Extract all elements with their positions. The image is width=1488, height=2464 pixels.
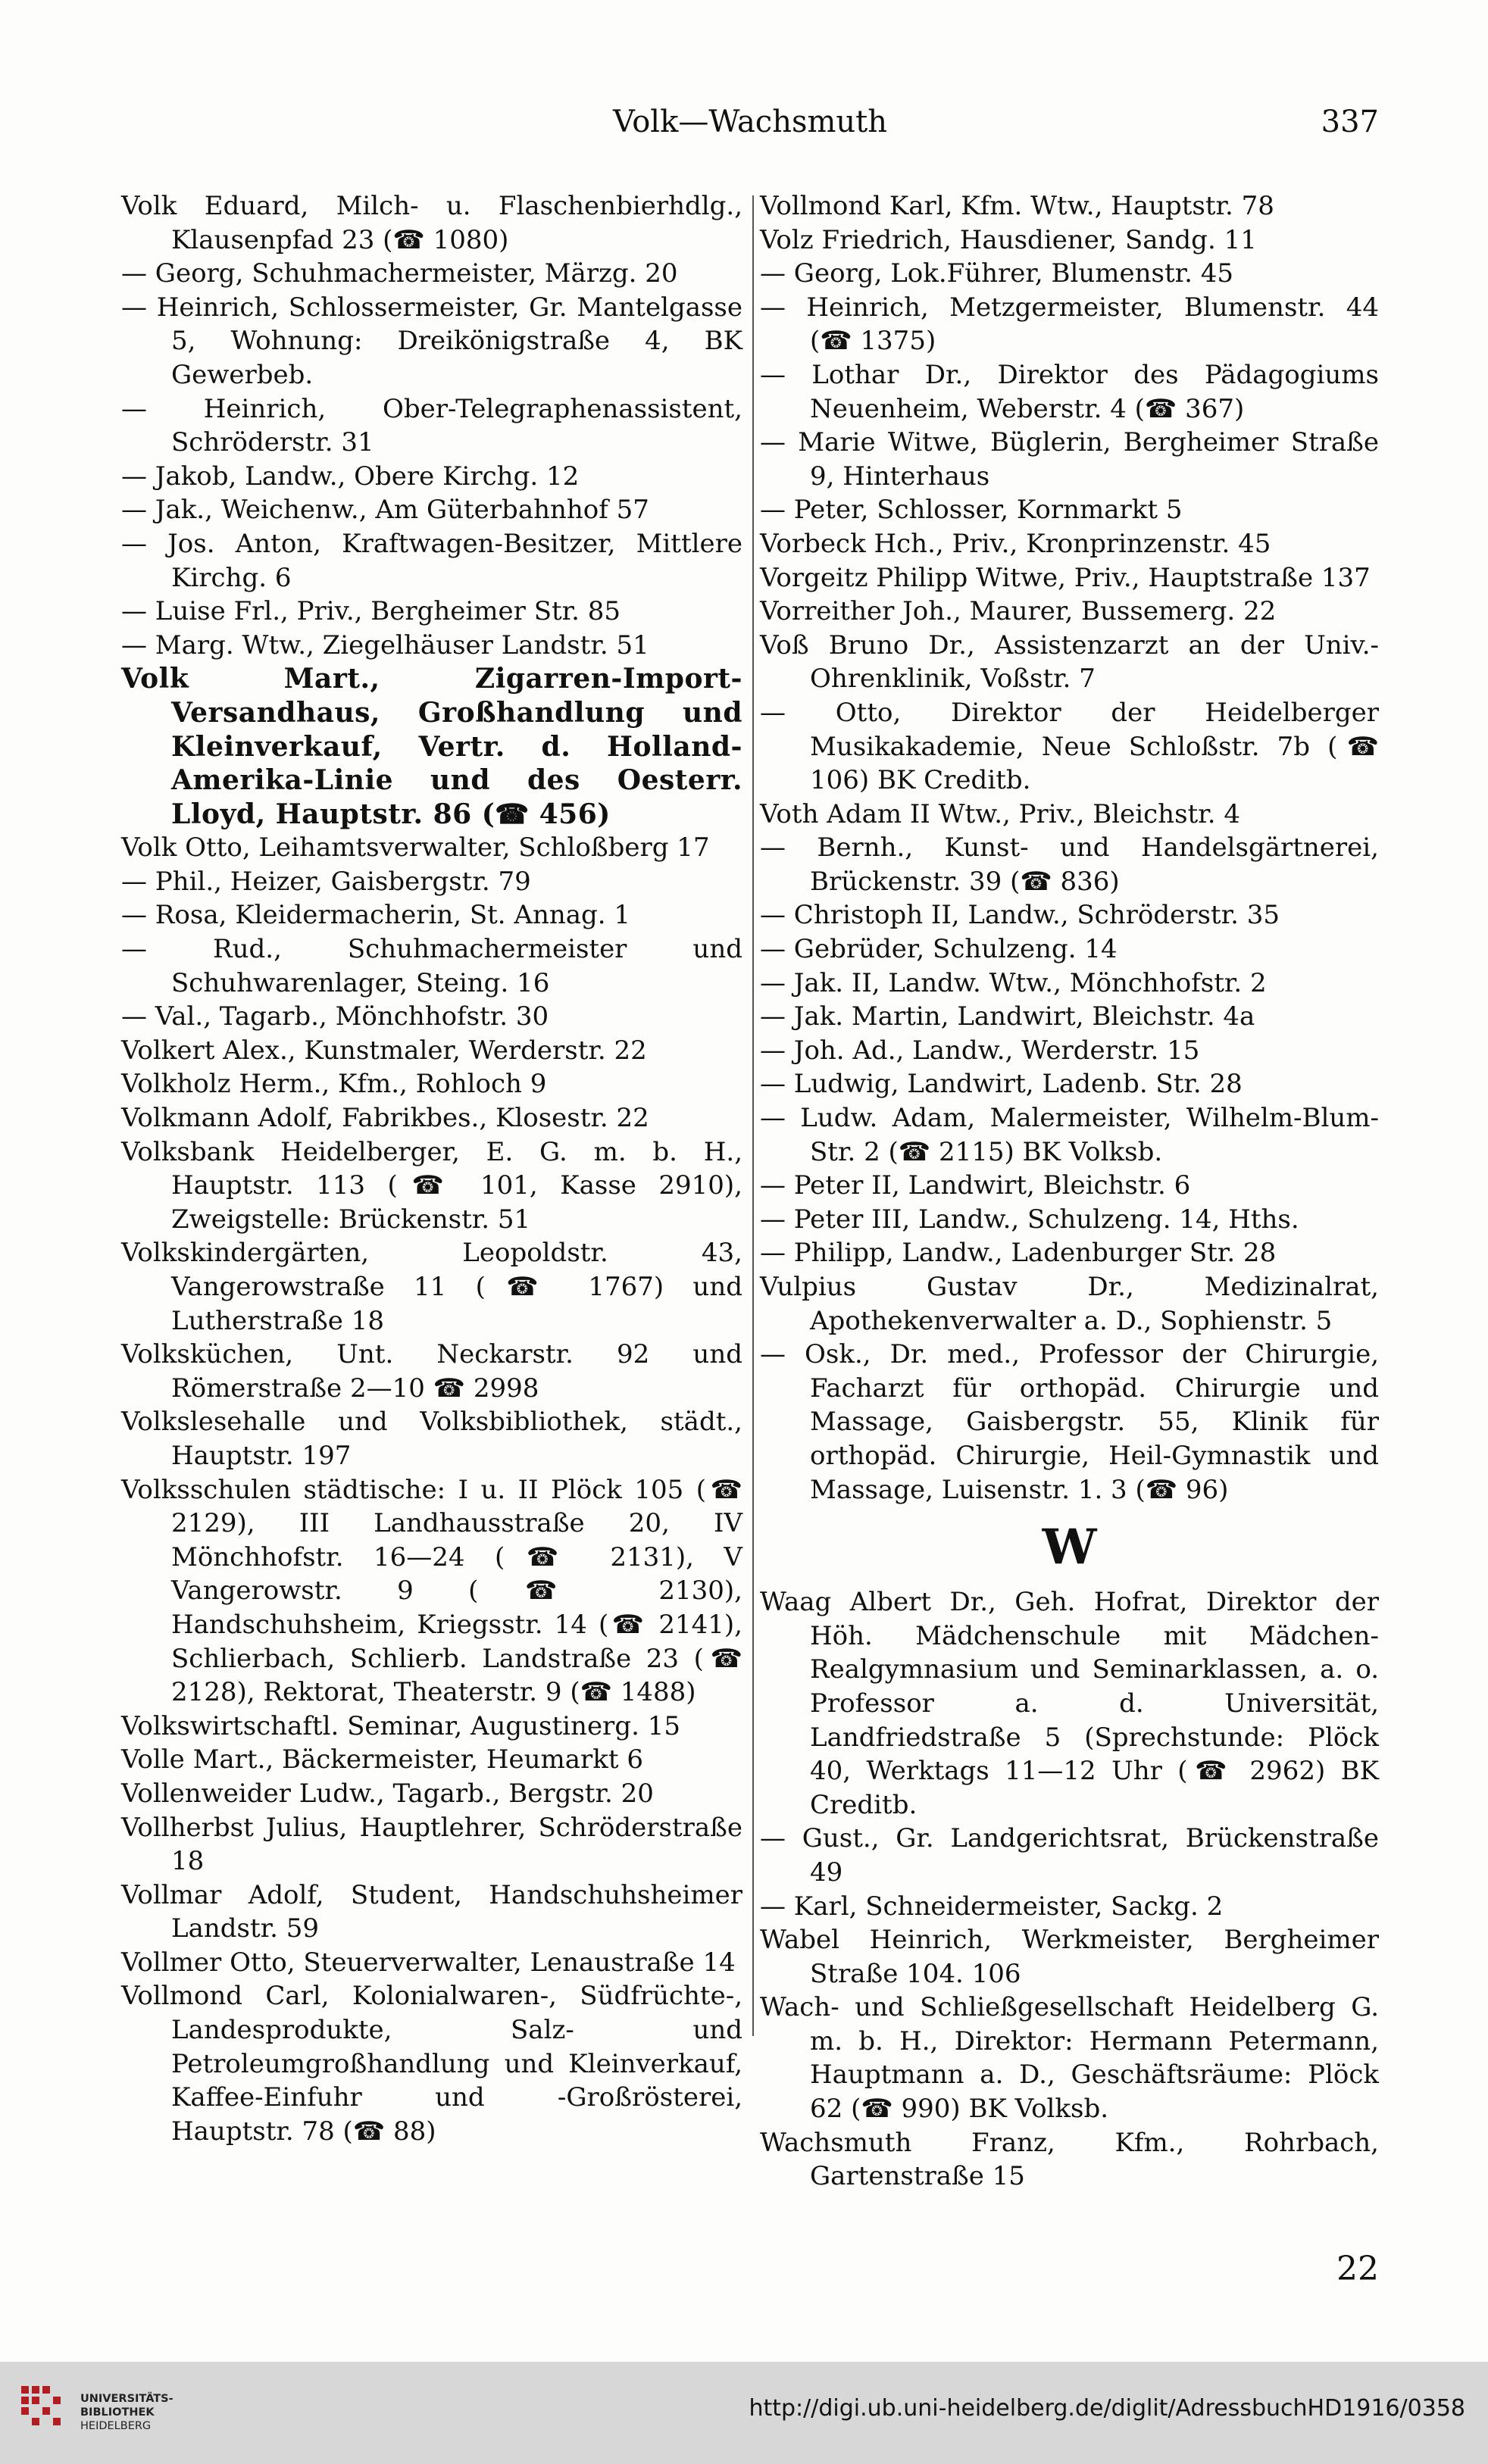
page-header xyxy=(121,105,1379,150)
directory-entry: — Heinrich, Schlossermeister, Gr. Mantelgasse 5, Wohnung: Dreikönigstraße 4, BK Gewerbeb. xyxy=(121,292,742,390)
page-number: 337 xyxy=(1321,105,1379,139)
column-divider xyxy=(752,195,754,2036)
directory-entry: Volksschulen städtische: I u. II Plöck 105 (☎ 2129), III Landhausstraße 20, IV Mönchhofstr. 16—24 (☎ 2131), V Vangerowstr. 9 (☎ 2130), Handschuhsheim, Kriegsstr. 14 (☎ 2141), Schlierbach, Schlierb. Landstraße 23 (☎ 2128), Rektorat, Theaterstr. 9 (☎ 1488) xyxy=(121,1474,742,1708)
directory-entry: — Ludwig, Landwirt, Ladenb. Str. 28 xyxy=(760,1069,1243,1100)
left-column xyxy=(121,189,742,2148)
directory-entry: Wabel Heinrich, Werkmeister, Bergheimer Straße 104. 106 xyxy=(760,1925,1379,1989)
directory-entry: — Christoph II, Landw., Schröderstr. 35 xyxy=(760,900,1280,931)
directory-entry: Vorgeitz Philipp Witwe, Priv., Hauptstraße 137 xyxy=(760,562,1371,593)
directory-entry: Volkholz Herm., Kfm., Rohloch 9 xyxy=(121,1069,547,1100)
directory-entry: Volksküchen, Unt. Neckarstr. 92 und Römerstraße 2—10 ☎ 2998 xyxy=(121,1339,742,1404)
directory-entry: — Karl, Schneidermeister, Sackg. 2 xyxy=(760,1891,1224,1922)
directory-entry: Volksbank Heidelberger, E. G. m. b. H., Hauptstr. 113 (☎ 101, Kasse 2910), Zweigstelle: Brückenstr. 51 xyxy=(121,1136,742,1235)
directory-entry: Vollherbst Julius, Hauptlehrer, Schröderstraße 18 xyxy=(121,1812,742,1877)
directory-entry: — Jos. Anton, Kraftwagen-Besitzer, Mittlere Kirchg. 6 xyxy=(121,528,742,593)
directory-entry: Volkslesehalle und Volksbibliothek, städt., Hauptstr. 197 xyxy=(121,1407,742,1471)
signature-mark: 22 xyxy=(1336,2250,1379,2288)
directory-entry: Voth Adam II Wtw., Priv., Bleichstr. 4 xyxy=(760,798,1240,829)
directory-entry: Wach- und Schließgesellschaft Heidelberg G. m. b. H., Direktor: Hermann Petermann, Hauptmann a. D., Geschäftsräume: Plöck 62 (☎ 990) BK Volksb. xyxy=(760,1992,1379,2125)
directory-entry: Volkswirtschaftl. Seminar, Augustinerg. 15 xyxy=(121,1710,680,1741)
directory-entry: — Osk., Dr. med., Professor der Chirurgie, Facharzt für orthopäd. Chirurgie und Massage, Gaisbergstr. 55, Klinik für orthopäd. Chirurgie, Heil-Gymnastik und Massage, Luisenstr. 1. 3 (☎ 96) xyxy=(760,1339,1379,1505)
advertisement-entry: Volk Mart., Zigarren-Import-Versandhaus, Großhandlung und Kleinverkauf, Vertr. d. Holland-Amerika-Linie und des Oesterr. Lloyd, Hauptstr. 86 (☎ 456) xyxy=(121,663,742,830)
directory-entry: Vollenweider Ludw., Tagarb., Bergstr. 20 xyxy=(121,1778,654,1809)
digitization-footer xyxy=(0,2362,1488,2464)
directory-entry: Vollmer Otto, Steuerverwalter, Lenaustraße 14 xyxy=(121,1947,736,1978)
directory-entry: — Heinrich, Metzgermeister, Blumenstr. 44 (☎ 1375) xyxy=(760,292,1379,357)
directory-entry: Vollmond Carl, Kolonialwaren-, Südfrüchte-, Landesprodukte, Salz- und Petroleumgroßhandlung und Kleinverkauf, Kaffee-Einfuhr und -Großrösterei, Hauptstr. 78 (☎ 88) xyxy=(121,1981,742,2147)
directory-entry: — Phil., Heizer, Gaisbergstr. 79 xyxy=(121,866,531,897)
directory-entry: Waag Albert Dr., Geh. Hofrat, Direktor der Höh. Mädchenschule mit Mädchen-Realgymnasium und Seminarklassen, a. o. Professor a. d. Universität, Landfriedstraße 5 (Sprechstunde: Plöck 40, Werktags 11—12 Uhr (☎ 2962) BK Creditb. xyxy=(760,1587,1379,1820)
directory-entry: — Georg, Schuhmachermeister, Märzg. 20 xyxy=(121,258,678,289)
directory-entry: Wachsmuth Franz, Kfm., Rohrbach, Gartenstraße 15 xyxy=(760,2127,1379,2192)
directory-entry: — Rosa, Kleidermacherin, St. Annag. 1 xyxy=(121,900,631,931)
directory-entry: Volkmann Adolf, Fabrikbes., Klosestr. 22 xyxy=(121,1103,649,1134)
directory-entry: Volle Mart., Bäckermeister, Heumarkt 6 xyxy=(121,1744,644,1775)
section-letter-heading: W xyxy=(1042,1519,1097,1576)
directory-entry: Volkert Alex., Kunstmaler, Werderstr. 22 xyxy=(121,1035,647,1066)
directory-entry: — Peter II, Landwirt, Bleichstr. 6 xyxy=(760,1170,1191,1201)
directory-entry: — Ludw. Adam, Malermeister, Wilhelm-Blum-Str. 2 (☎ 2115) BK Volksb. xyxy=(760,1103,1379,1167)
directory-entry: Vollmar Adolf, Student, Handschuhsheimer Landstr. 59 xyxy=(121,1879,742,1944)
directory-entry: Volz Friedrich, Hausdiener, Sandg. 11 xyxy=(760,224,1257,255)
directory-entry: Vulpius Gustav Dr., Medizinalrat, Apothekenverwalter a. D., Sophienstr. 5 xyxy=(760,1272,1379,1336)
directory-entry: Volk Otto, Leihamtsverwalter, Schloßberg 17 xyxy=(121,832,710,863)
directory-entry: — Lothar Dr., Direktor des Pädagogiums Neuenheim, Weberstr. 4 (☎ 367) xyxy=(760,359,1379,424)
library-seal-icon xyxy=(18,2381,73,2436)
directory-entry: — Luise Frl., Priv., Bergheimer Str. 85 xyxy=(121,596,621,627)
directory-entry: — Marg. Wtw., Ziegelhäuser Landstr. 51 xyxy=(121,629,649,661)
directory-entry: — Georg, Lok.Führer, Blumenstr. 45 xyxy=(760,258,1234,289)
directory-entry: Vorreither Joh., Maurer, Bussemerg. 22 xyxy=(760,596,1277,627)
directory-entry: — Rud., Schuhmachermeister und Schuhwarenlager, Steing. 16 xyxy=(121,934,742,998)
directory-entry: — Jak. II, Landw. Wtw., Mönchhofstr. 2 xyxy=(760,967,1267,998)
directory-entry: — Jak. Martin, Landwirt, Bleichstr. 4a xyxy=(760,1001,1255,1032)
directory-entry: Volk Eduard, Milch- u. Flaschenbierhdlg., Klausenpfad 23 (☎ 1080) xyxy=(121,191,742,255)
directory-entry: — Gust., Gr. Landgerichtsrat, Brückenstraße 49 xyxy=(760,1823,1379,1888)
directory-entry: — Philipp, Landw., Ladenburger Str. 28 xyxy=(760,1238,1277,1269)
directory-entry: Voß Bruno Dr., Assistenzarzt an der Univ.-Ohrenklinik, Voßstr. 7 xyxy=(760,629,1379,695)
running-title: Volk—Wachsmuth xyxy=(612,105,888,139)
directory-entry: — Marie Witwe, Büglerin, Bergheimer Straße 9, Hinterhaus xyxy=(760,427,1379,492)
directory-entry: — Peter III, Landw., Schulzeng. 14, Hths. xyxy=(760,1204,1299,1235)
directory-entry: — Gebrüder, Schulzeng. 14 xyxy=(760,934,1118,965)
directory-entry: — Peter, Schlosser, Kornmarkt 5 xyxy=(760,495,1183,526)
directory-entry: — Jak., Weichenw., Am Güterbahnhof 57 xyxy=(121,495,649,526)
directory-entry: — Otto, Direktor der Heidelberger Musikakademie, Neue Schloßstr. 7b (☎ 106) BK Creditb. xyxy=(760,697,1379,796)
right-column xyxy=(760,189,1379,2194)
library-logo xyxy=(18,2375,200,2451)
directory-entry: — Heinrich, Ober-Telegraphenassistent, Schröderstr. 31 xyxy=(121,393,742,458)
directory-entry: — Bernh., Kunst- und Handelsgärtnerei, Brückenstr. 39 (☎ 836) xyxy=(760,832,1379,897)
directory-entry: Vorbeck Hch., Priv., Kronprinzenstr. 45 xyxy=(760,528,1271,559)
directory-entry: Volkskindergärten, Leopoldstr. 43, Vangerowstraße 11 (☎ 1767) und Lutherstraße 18 xyxy=(121,1238,742,1336)
source-url[interactable]: http://digi.ub.uni-heidelberg.de/diglit/AdressbuchHD1916/0358 xyxy=(749,2395,1465,2422)
directory-entry: — Val., Tagarb., Mönchhofstr. 30 xyxy=(121,1001,549,1032)
library-name: UNIVERSITÄTS- BIBLIOTHEK HEIDELBERG xyxy=(80,2393,173,2432)
directory-entry: — Joh. Ad., Landw., Werderstr. 15 xyxy=(760,1035,1200,1066)
directory-entry: Vollmond Karl, Kfm. Wtw., Hauptstr. 78 xyxy=(760,191,1274,221)
directory-entry: — Jakob, Landw., Obere Kirchg. 12 xyxy=(121,461,580,492)
